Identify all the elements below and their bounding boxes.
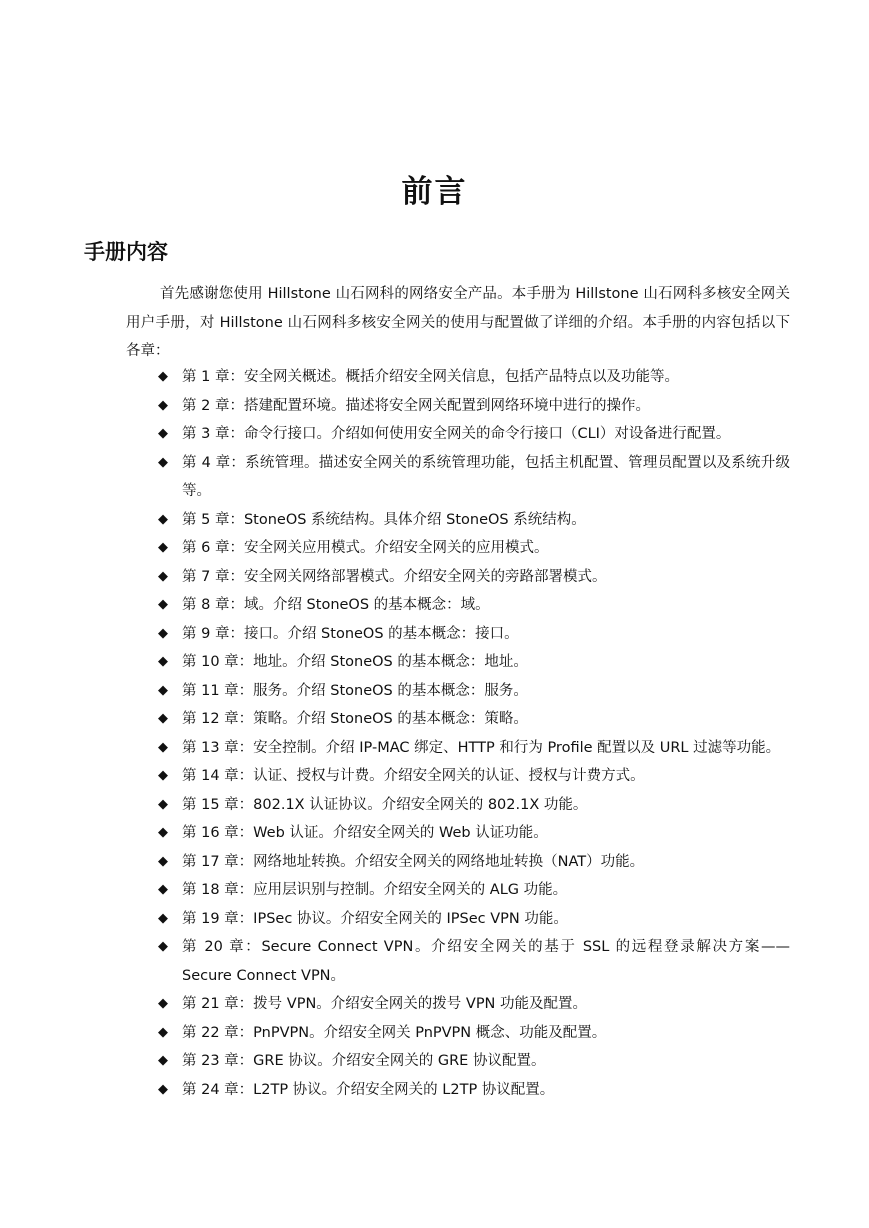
chapter-text: 第 2 章：搭建配置环境。描述将安全网关配置到网络环境中进行的操作。: [182, 397, 650, 414]
chapter-text: 第 3 章：命令行接口。介绍如何使用安全网关的命令行接口（CLI）对设备进行配置。: [182, 426, 731, 442]
diamond-bullet-icon: ◆: [158, 825, 168, 840]
chapter-text: 第 8 章：域。介绍 StoneOS 的基本概念：域。: [182, 597, 490, 613]
diamond-bullet-icon: ◆: [158, 739, 168, 755]
chapter-item: [126, 449, 790, 506]
chapter-text: 第 17 章：网络地址转换。介绍安全网关的网络地址转换（NAT）功能。: [182, 853, 645, 870]
diamond-bullet-icon: ◆: [158, 1024, 168, 1040]
chapter-item: [126, 876, 790, 905]
chapter-item: [126, 734, 790, 763]
chapter-text: 第 14 章：认证、授权与计费。介绍安全网关的认证、授权与计费方式。: [182, 768, 645, 784]
chapter-text: 第 6 章：安全网关应用模式。介绍安全网关的应用模式。: [182, 540, 549, 556]
diamond-bullet-icon: ◆: [158, 768, 168, 783]
intro-paragraph: 首先感谢您使用 Hillstone 山石网科的网络安全产品。本手册为 Hillstone 山石网科多核安全网关用户手册，对 Hillstone 山石网科多核安全网关的使用与配置做了详细的介绍。本手册的内容包括以下各章：: [126, 286, 790, 359]
chapter-text: 第 21 章：拨号 VPN。介绍安全网关的拨号 VPN 功能及配置。: [182, 996, 588, 1012]
diamond-bullet-icon: ◆: [158, 853, 168, 869]
diamond-bullet-icon: ◆: [158, 540, 168, 555]
chapter-text: 第 20 章：Secure Connect VPN。介绍安全网关的基于 SSL 的远程登录解决方案——Secure Connect VPN。: [182, 939, 790, 984]
chapter-text: 第 19 章：IPSec 协议。介绍安全网关的 IPSec VPN 功能。: [182, 910, 568, 927]
chapter-item: [126, 591, 790, 620]
diamond-bullet-icon: ◆: [158, 882, 168, 897]
diamond-bullet-icon: ◆: [158, 454, 168, 470]
diamond-bullet-icon: ◆: [158, 511, 168, 527]
diamond-bullet-icon: ◆: [158, 1053, 168, 1068]
diamond-bullet-icon: ◆: [158, 369, 168, 384]
diamond-bullet-icon: ◆: [158, 568, 168, 584]
chapter-item: [126, 392, 790, 421]
diamond-bullet-icon: ◆: [158, 682, 168, 698]
diamond-bullet-icon: ◆: [158, 939, 168, 954]
chapter-list: [126, 363, 790, 1104]
chapter-item: [126, 420, 790, 449]
chapter-item: [126, 819, 790, 848]
chapter-item: [126, 1076, 790, 1105]
chapter-item: [126, 762, 790, 791]
diamond-bullet-icon: ◆: [158, 711, 168, 726]
chapter-text: 第 16 章：Web 认证。介绍安全网关的 Web 认证功能。: [182, 825, 548, 841]
diamond-bullet-icon: ◆: [158, 796, 168, 812]
chapter-text: 第 12 章：策略。介绍 StoneOS 的基本概念：策略。: [182, 711, 528, 727]
chapter-item: [126, 363, 790, 392]
section-heading: 手册内容: [84, 240, 168, 264]
chapter-text: 第 7 章：安全网关网络部署模式。介绍安全网关的旁路部署模式。: [182, 568, 607, 585]
chapter-text: 第 5 章：StoneOS 系统结构。具体介绍 StoneOS 系统结构。: [182, 511, 586, 528]
diamond-bullet-icon: ◆: [158, 654, 168, 669]
diamond-bullet-icon: ◆: [158, 1081, 168, 1097]
diamond-bullet-icon: ◆: [158, 910, 168, 926]
chapter-item: [126, 563, 790, 592]
chapter-item: [126, 506, 790, 535]
page-title: 前言: [401, 174, 468, 210]
chapter-text: 第 24 章：L2TP 协议。介绍安全网关的 L2TP 协议配置。: [182, 1081, 555, 1098]
diamond-bullet-icon: ◆: [158, 397, 168, 413]
chapter-item: [126, 905, 790, 934]
chapter-text: 第 13 章：安全控制。介绍 IP-MAC 绑定、HTTP 和行为 Profile 配置以及 URL 过滤等功能。: [182, 739, 781, 756]
chapter-text: 第 22 章：PnPVPN。介绍安全网关 PnPVPN 概念、功能及配置。: [182, 1024, 607, 1041]
chapter-text: 第 11 章：服务。介绍 StoneOS 的基本概念：服务。: [182, 682, 528, 699]
chapter-item: [126, 677, 790, 706]
diamond-bullet-icon: ◆: [158, 597, 168, 612]
chapter-item: [126, 705, 790, 734]
chapter-item: [126, 990, 790, 1019]
chapter-item: [126, 933, 790, 990]
chapter-item: [126, 648, 790, 677]
chapter-text: 第 15 章：802.1X 认证协议。介绍安全网关的 802.1X 功能。: [182, 796, 588, 813]
chapter-item: [126, 791, 790, 820]
chapter-item: [126, 1047, 790, 1076]
chapter-text: 第 4 章：系统管理。描述安全网关的系统管理功能，包括主机配置、管理员配置以及系统升级等。: [182, 454, 790, 499]
chapter-item: [126, 848, 790, 877]
chapter-item: [126, 534, 790, 563]
chapter-text: 第 18 章：应用层识别与控制。介绍安全网关的 ALG 功能。: [182, 882, 568, 898]
chapter-text: 第 10 章：地址。介绍 StoneOS 的基本概念：地址。: [182, 654, 528, 670]
diamond-bullet-icon: ◆: [158, 625, 168, 641]
diamond-bullet-icon: ◆: [158, 996, 168, 1011]
chapter-text: 第 1 章：安全网关概述。概括介绍安全网关信息，包括产品特点以及功能等。: [182, 369, 679, 385]
chapter-item: [126, 1019, 790, 1048]
diamond-bullet-icon: ◆: [158, 426, 168, 441]
chapter-item: [126, 620, 790, 649]
chapter-text: 第 9 章：接口。介绍 StoneOS 的基本概念：接口。: [182, 625, 519, 642]
chapter-text: 第 23 章：GRE 协议。介绍安全网关的 GRE 协议配置。: [182, 1053, 546, 1069]
